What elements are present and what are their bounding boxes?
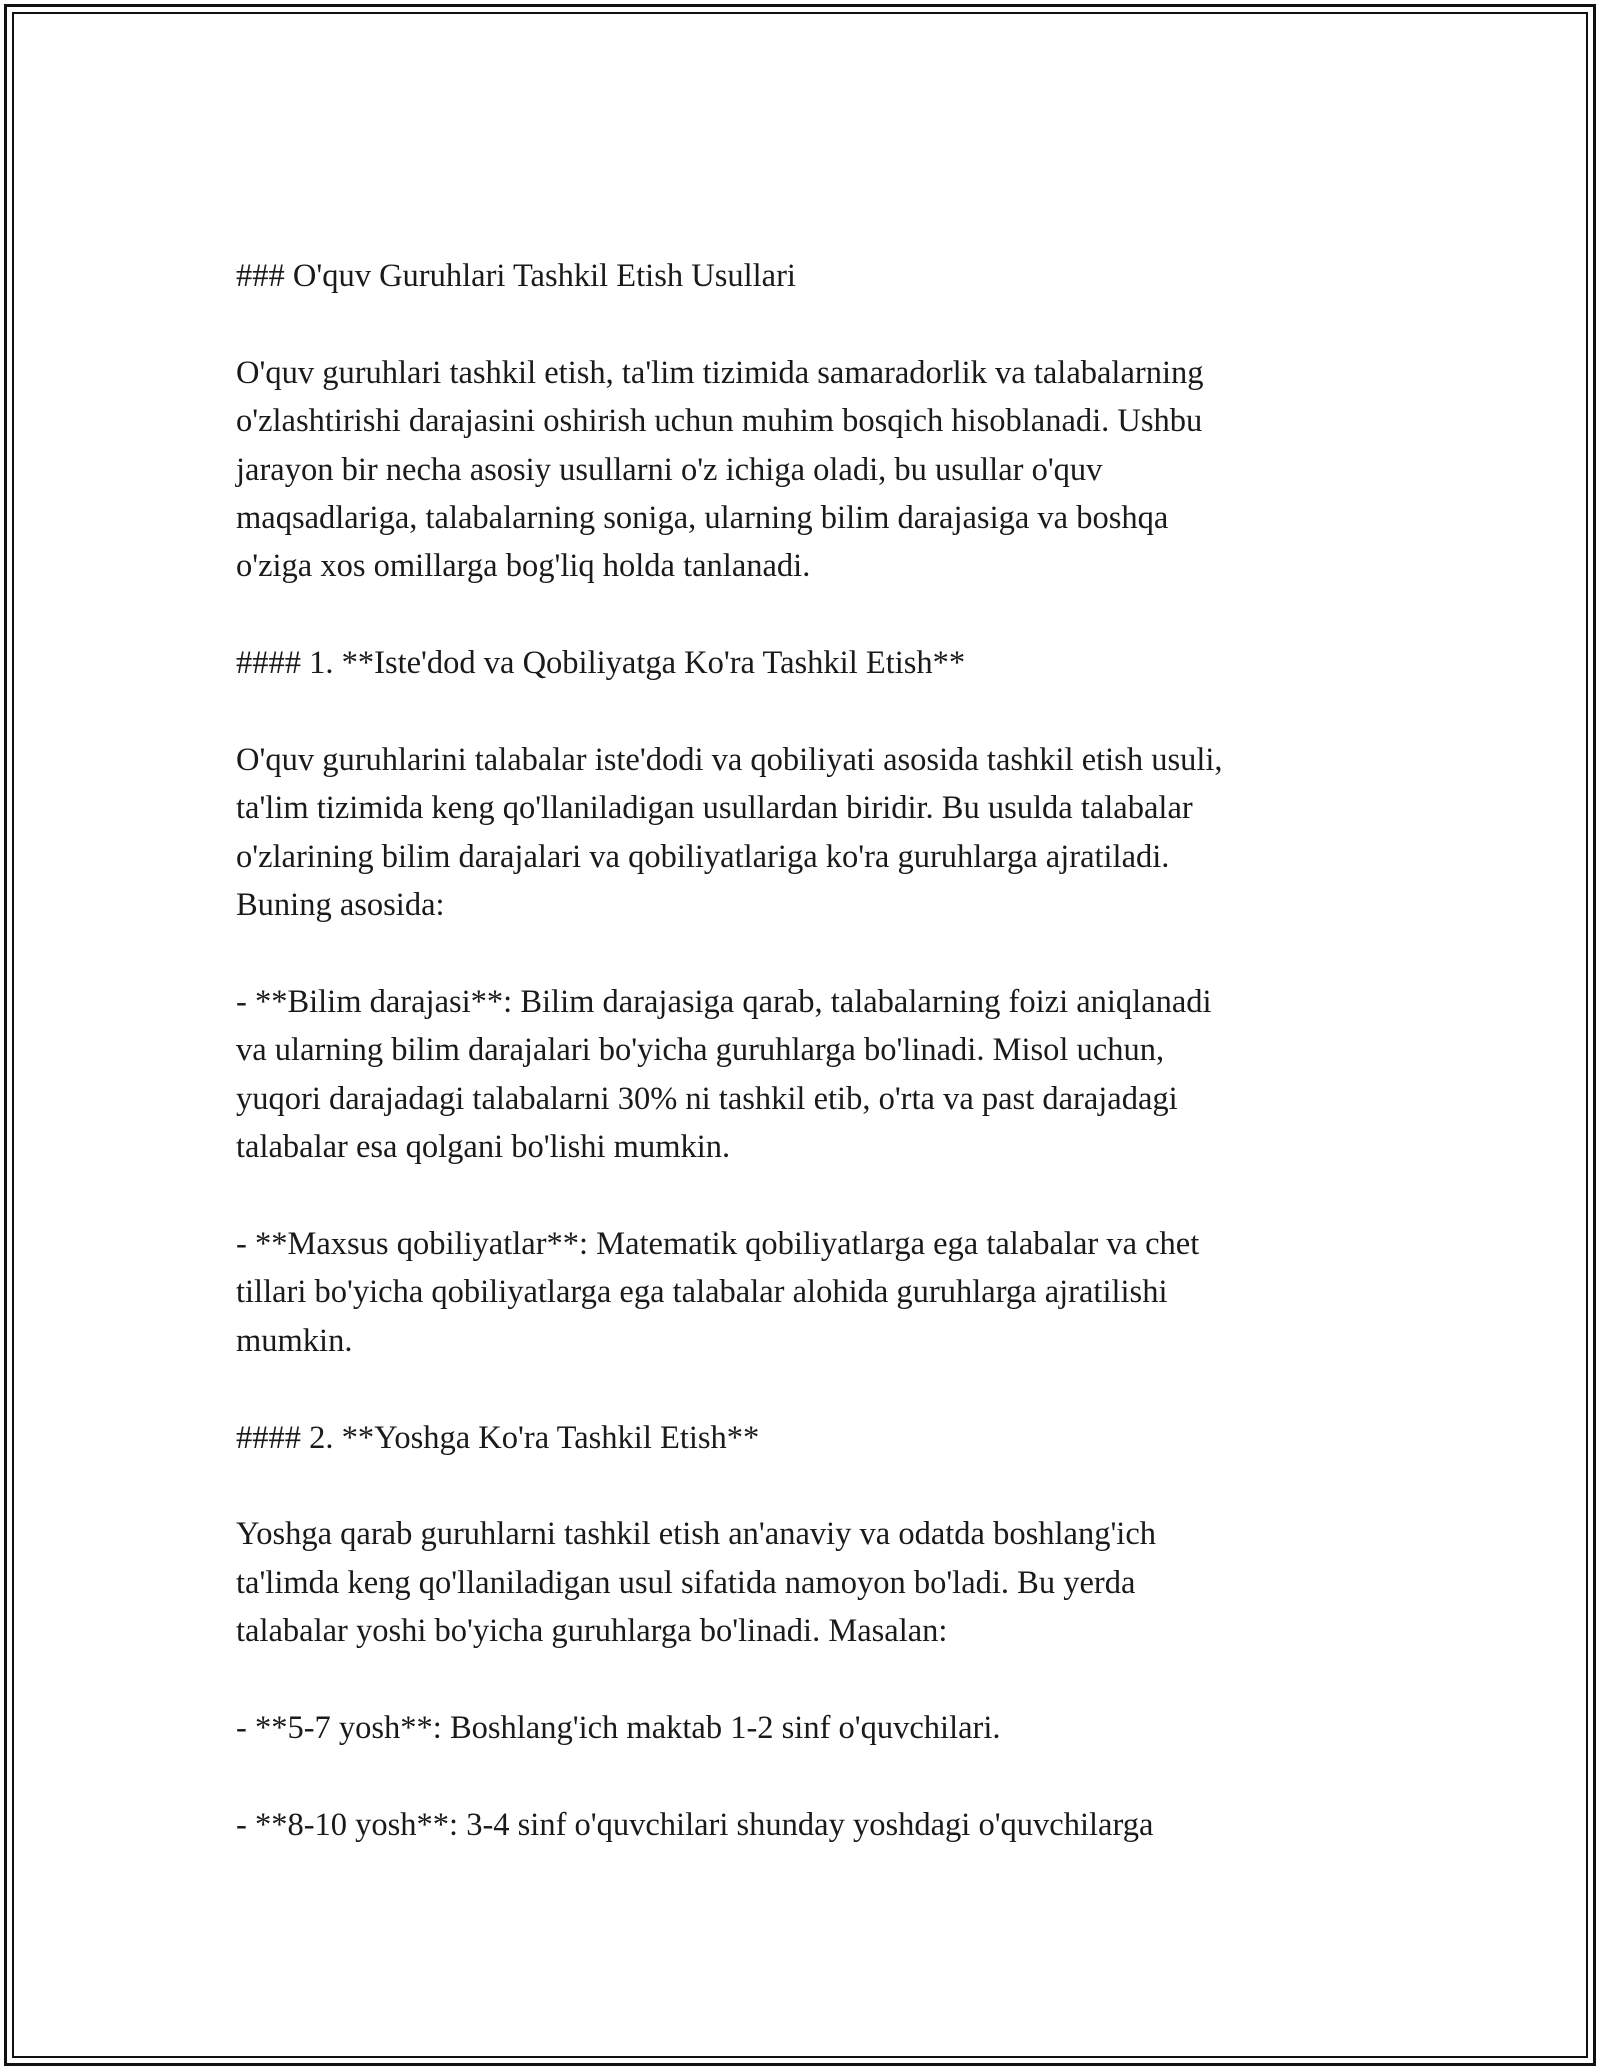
section-2-paragraph: Yoshga qarab guruhlarni tashkil etish an'anaviy va odatda boshlang'ich ta'limda keng qo'llaniladigan usul sifatida namoyon bo'ladi. Bu yerda talabalar yoshi bo'yicha guruhlarga bo'linadi. Masalan:	[236, 1516, 1157, 1650]
section-1-list-item: - **Maxsus qobiliyatlar**: Matematik qobiliyatlarga ega talabalar va chet tillari bo'yicha qobiliyatlarga ega talabalar alohida guruhlarga ajratilishi mumkin.	[236, 1226, 1200, 1359]
document-body	[236, 252, 1366, 1898]
section-2-heading: #### 2. **Yoshga Ko'ra Tashkil Etish**	[236, 1419, 760, 1456]
section-1-paragraph: O'quv guruhlarini talabalar iste'dodi va qobiliyati asosida tashkil etish usuli, ta'lim tizimida keng qo'llaniladigan usullardan biridir. Bu usulda talabalar o'zlarining bilim darajalari va qobiliyatlariga ko'ra guruhlarga ajratiladi. Buning asosida:	[236, 742, 1223, 924]
section-2-list-item: - **5-7 yosh**: Boshlang'ich maktab 1-2 sinf o'quvchilari.	[236, 1710, 1001, 1747]
section-1-list-item: - **Bilim darajasi**: Bilim darajasiga qarab, talabalarning foizi aniqlanadi va ularning bilim darajalari bo'yicha guruhlarga bo'linadi. Misol uchun, yuqori darajadagi talabalarni 30% ni tashkil etib, o'rta va past darajadagi talabalar esa qolgani bo'lishi mumkin.	[236, 984, 1212, 1166]
document-title: ### O'quv Guruhlari Tashkil Etish Usullari	[236, 258, 796, 294]
section-2-list-item: - **8-10 yosh**: 3-4 sinf o'quvchilari shunday yoshdagi o'quvchilarga	[236, 1806, 1154, 1843]
intro-paragraph: O'quv guruhlari tashkil etish, ta'lim tizimida samaradorlik va talabalarning o'zlashtirishi darajasini oshirish uchun muhim bosqich hisoblanadi. Ushbu jarayon bir necha asosiy usullarni o'z ichiga oladi, bu usullar o'quv maqsadlariga, talabalarning soniga, ularning bilim darajasiga va boshqa o'ziga xos omillarga bog'liq holda tanlanadi.	[236, 354, 1204, 585]
section-1-heading: #### 1. **Iste'dod va Qobiliyatga Ko'ra Tashkil Etish**	[236, 645, 966, 682]
